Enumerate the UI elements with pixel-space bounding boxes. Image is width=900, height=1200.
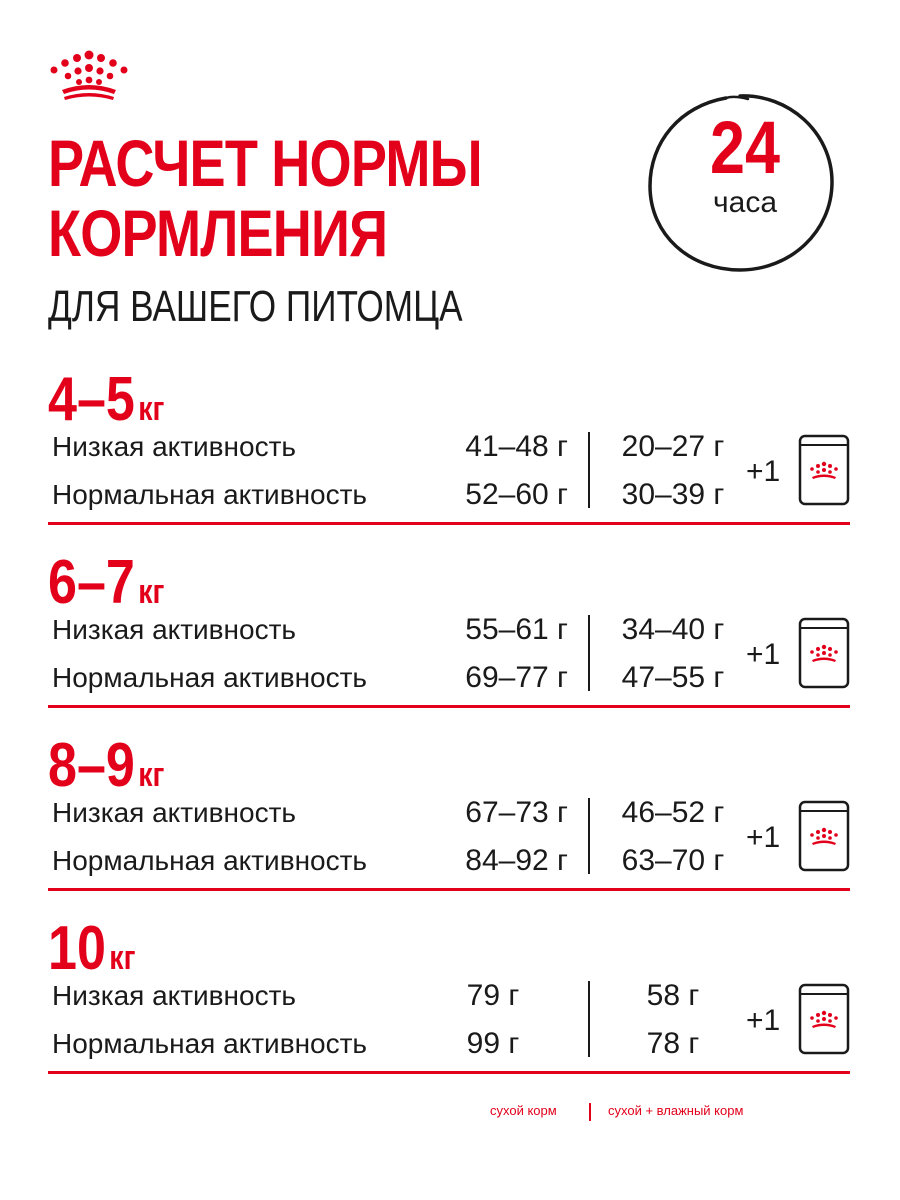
weight-range: 8–9 bbox=[48, 731, 135, 800]
weight-unit: кг bbox=[138, 390, 165, 428]
page-subtitle: ДЛЯ ВАШЕГО ПИТОМЦА bbox=[48, 282, 463, 331]
section-divider bbox=[48, 888, 850, 891]
extra-pouch-count: +1 bbox=[746, 455, 781, 488]
weight-range: 10 bbox=[48, 914, 106, 983]
table-row bbox=[48, 655, 748, 701]
table-row bbox=[48, 790, 748, 836]
wet-food-pouch-icon bbox=[798, 800, 850, 872]
activity-label: Нормальная активность bbox=[52, 479, 368, 510]
dry-food-amount: 84–92 г bbox=[465, 844, 568, 877]
column-divider bbox=[588, 432, 590, 508]
dry-food-amount: 41–48 г bbox=[465, 430, 568, 463]
weight-unit: кг bbox=[138, 756, 165, 794]
weight-range: 6–7 bbox=[48, 548, 135, 617]
activity-label: Нормальная активность bbox=[52, 845, 368, 876]
extra-pouch-count: +1 bbox=[746, 1004, 781, 1037]
title-line-1: РАСЧЕТ НОРМЫ bbox=[48, 126, 482, 200]
table-row bbox=[48, 1021, 748, 1067]
mixed-food-amount: 47–55 г bbox=[621, 661, 725, 694]
table-row bbox=[48, 838, 748, 884]
activity-label: Нормальная активность bbox=[52, 1028, 368, 1059]
mixed-food-amount: 58 г bbox=[646, 979, 700, 1012]
weight-unit: кг bbox=[138, 573, 165, 611]
table-row bbox=[48, 424, 748, 470]
mixed-food-amount: 20–27 г bbox=[621, 430, 725, 463]
activity-label: Низкая активность bbox=[52, 797, 297, 828]
column-divider bbox=[588, 798, 590, 874]
activity-label: Низкая активность bbox=[52, 614, 297, 645]
table-row bbox=[48, 607, 748, 653]
badge-unit: часа bbox=[713, 186, 777, 219]
weight-section bbox=[48, 731, 850, 894]
weight-section bbox=[48, 365, 850, 528]
legend-dry-food: сухой корм bbox=[490, 1103, 557, 1118]
legend-divider bbox=[589, 1103, 591, 1121]
activity-label: Низкая активность bbox=[52, 980, 297, 1011]
title-line-2: КОРМЛЕНИЯ bbox=[48, 196, 388, 270]
mixed-food-amount: 46–52 г bbox=[621, 796, 725, 829]
column-divider bbox=[588, 981, 590, 1057]
weight-range: 4–5 bbox=[48, 365, 135, 434]
dry-food-amount: 67–73 г bbox=[465, 796, 568, 829]
extra-pouch-count: +1 bbox=[746, 638, 781, 671]
section-divider bbox=[48, 1071, 850, 1074]
section-divider bbox=[48, 522, 850, 525]
royal-crown-icon bbox=[44, 50, 134, 102]
mixed-food-amount: 63–70 г bbox=[621, 844, 725, 877]
dry-food-amount: 55–61 г bbox=[465, 613, 568, 646]
weight-section bbox=[48, 914, 850, 1077]
mixed-food-amount: 78 г bbox=[646, 1027, 700, 1060]
wet-food-pouch-icon bbox=[798, 434, 850, 506]
table-row bbox=[48, 472, 748, 518]
dry-food-amount: 99 г bbox=[466, 1027, 520, 1060]
column-divider bbox=[588, 615, 590, 691]
table-row bbox=[48, 973, 748, 1019]
legend-mixed-food: сухой + влажный корм bbox=[608, 1103, 744, 1118]
mixed-food-amount: 30–39 г bbox=[621, 478, 725, 511]
dry-food-amount: 69–77 г bbox=[465, 661, 568, 694]
wet-food-pouch-icon bbox=[798, 983, 850, 1055]
extra-pouch-count: +1 bbox=[746, 821, 781, 854]
section-divider bbox=[48, 705, 850, 708]
badge-number: 24 bbox=[710, 106, 780, 189]
mixed-food-amount: 34–40 г bbox=[621, 613, 725, 646]
activity-label: Нормальная активность bbox=[52, 662, 368, 693]
activity-label: Низкая активность bbox=[52, 431, 297, 462]
dry-food-amount: 52–60 г bbox=[465, 478, 568, 511]
weight-section bbox=[48, 548, 850, 711]
page-title bbox=[48, 128, 482, 268]
dry-food-amount: 79 г bbox=[466, 979, 520, 1012]
wet-food-pouch-icon bbox=[798, 617, 850, 689]
weight-unit: кг bbox=[109, 939, 136, 977]
